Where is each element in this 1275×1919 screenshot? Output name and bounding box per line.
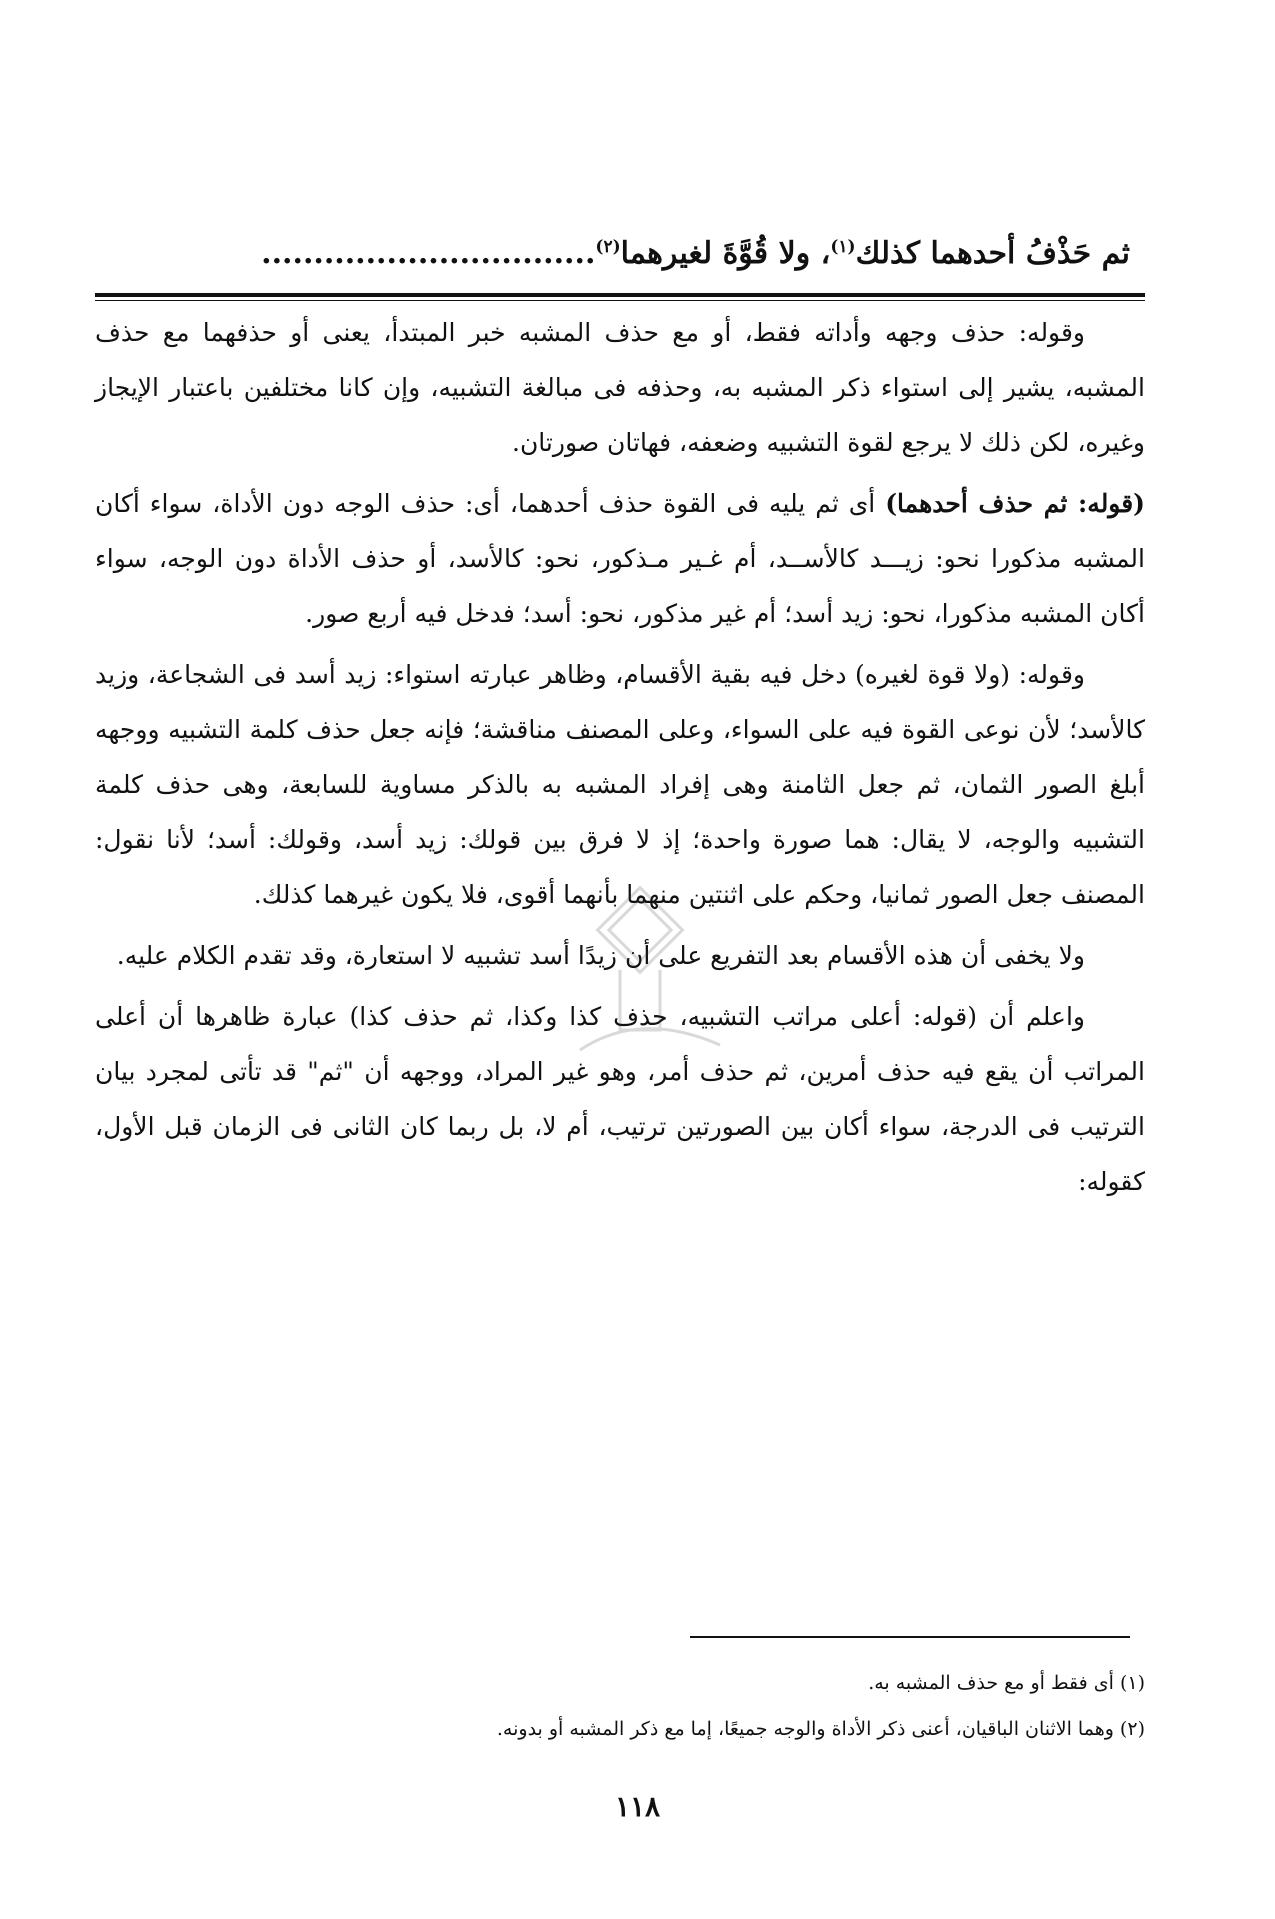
running-header: [90, 225, 1130, 276]
footnote-item: (١) أى فقط أو مع حذف المشبه به.: [868, 1672, 1145, 1694]
paragraph-text: وقوله: (ولا قوة لغيره) دخل فيه بقية الأقسام، وظاهر عبارته استواء: زيد أسد فى الشجاعة، وزيد كالأسد؛ لأن نوعى القوة فيه على السواء، وعلى المصنف مناقشة؛ فإنه جعل حذف كلمة التشبيه ووجهه أبلغ الصور الثمان، ثم جعل الثامنة وهى إفراد المشبه به بالذكر مساوية للسابعة، وهى حذف كلمة التشبيه والوجه، لا يقال: هما صورة واحدة؛ إذ لا فرق بين قولك: زيد أسد، وقولك: أسد؛ لأنا نقول: المصنف جعل الصور ثمانيا، وحكم على اثنتين منهما بأنهما أقوى، فلا يكون غيرهما كذلك.: [95, 660, 1145, 909]
paragraph-text: أى ثم يليه فى القوة حذف أحدهما، أى: حذف الوجه دون الأداة، سواء أكان المشبه مذكورا نحو: زيـــد كالأســد، أم غـير مـذكور، نحو: كالأسد، أو حذف الأداة دون الوجه، سواء أكان المشبه مذكورا، نحو: زيد أسد؛ أم غير مذكور، نحو: أسد؛ فدخل فيه أربع صور.: [95, 489, 1145, 628]
watermark-logo-icon: [520, 880, 760, 1080]
header-middle-text: ، ولا قُوَّةَ لغيرهما: [620, 236, 831, 271]
footnote-separator: [690, 1636, 1130, 1638]
footnote-item: (٢) وهما الاثنان الباقيان، أعنى ذكر الأداة والوجه جميعًا، إما مع ذكر المشبه أو بدونه.: [496, 1718, 1145, 1740]
header-dots: ................................: [261, 236, 596, 271]
footnote-ref-2[interactable]: (٢): [595, 237, 621, 257]
header-rule-thin: [95, 300, 1145, 301]
header-rule-thick: [95, 293, 1145, 297]
paragraph-text: وقوله: حذف وجهه وأداته فقط، أو مع حذف المشبه خبر المبتدأ، يعنى أو حذفهما مع حذف المشبه، يشير إلى استواء ذكر المشبه به، وحذفه فى مبالغة التشبيه، وإن كانا مختلفين باعتبار الإيجاز وغيره، لكن ذلك لا يرجع لقوة التشبيه وضعفه، فهاتان صورتان.: [95, 318, 1145, 457]
paragraph-bold-lead: (قوله: ثم حذف أحدهما): [885, 489, 1145, 518]
header-main-text: ثم حَذْفُ أحدهما كذلك: [855, 236, 1130, 271]
paragraph: [95, 305, 1145, 470]
paragraph-text: ولا يخفى أن هذه الأقسام بعد التفريع على أن زيدًا أسد تشبيه لا استعارة، وقد تقدم الكلام عليه.: [116, 941, 1085, 970]
footnotes: [95, 1660, 1145, 1752]
paragraph-text: واعلم أن (قوله: أعلى مراتب التشبيه، حذف كذا وكذا، ثم حذف كذا) عبارة ظاهرها أن أعلى المراتب أن يقع فيه حذف أمرين، ثم حذف أمر، وهو غير المراد، ووجهه أن "ثم" قد تأتى لمجرد بيان الترتيب فى الدرجة، سواء أكان بين الصورتين ترتيب، أم لا، بل ربما كان الثانى فى الزمان قبل الأول، كقوله:: [95, 1002, 1145, 1196]
footnote-ref-1[interactable]: (١): [830, 237, 856, 257]
page-number: ١١٨: [614, 1790, 661, 1823]
paragraph: [95, 476, 1145, 641]
